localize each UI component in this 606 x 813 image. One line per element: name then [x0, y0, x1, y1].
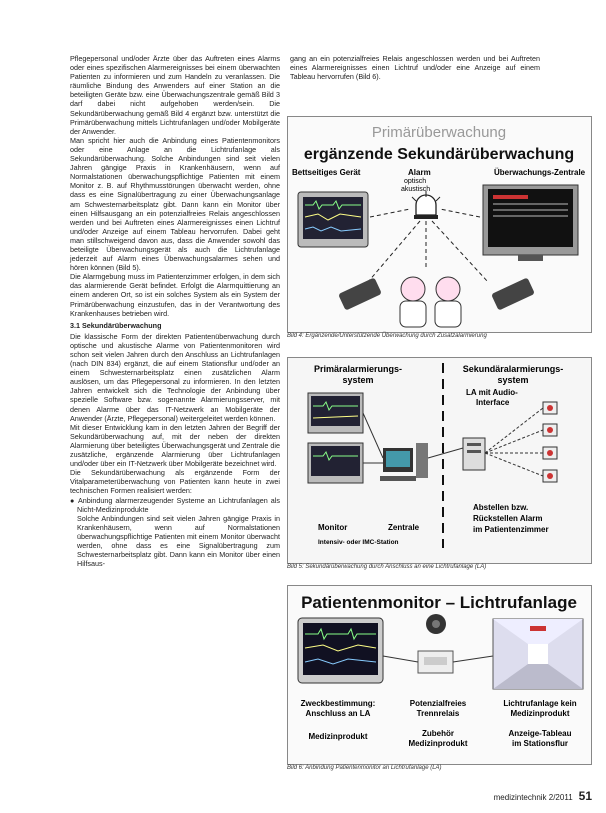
- fig6-title: Patientenmonitor – Lichtrufanlage: [301, 593, 577, 612]
- paragraph: Man spricht hier auch die Anbindung eines Patientenmonitors oder eine Anlage an die Lichtrufanlage als Sekundärüberwachung. Solche Anbindungen sind seit vielen Jahren gängige Praxis in Krankenhäusern, wenn auf Normalstationen überwachungspflichtige Patienten mit einem Monitor z. B. auf Rhythmusstörungen überwacht werden, ohne dass es eine Signalübertragung zu einer Überwachungsanlage am Schwesternarbeitsplatz gibt. Dann kann ein Monitor über einen Hilfsausgang an ein potenzialfreies Relais angeschlossen werden und bei Auftreten eines Alarmereignisses einen Lichtruf und/oder Anzeige auf einem Tableau hervorrufen. Dabei geht man stillschweigend davon aus, dass die Anwender sowohl das beteiligte Überwachungsgerät als auch die Lichtrufanlage jederzeit auf Alarm eines Überwachungsalarmes sehen und hören können (Bild 5).: [70, 135, 280, 273]
- room-signal-icon: [543, 447, 557, 459]
- fig5-head-right: Sekundäralarmierungs-: [462, 364, 564, 374]
- fig4-title-primary: Primärüberwachung: [371, 124, 507, 141]
- fig5-monitor-label: Monitor: [318, 523, 348, 532]
- paragraph: Pflegepersonal und/oder Ärzte über das Auftreten eines Alarms oder eines spezifischen Alarmereignisses bei einem überwachten Patienten zu informieren und zum Handeln zu veranlassen. Die räumliche Bindung des Anwenders auf einer Station an die beteiligten Geräte bzw. eine Überwachungszentrale gemäß Bild 3 darf dabei nicht aufgehoben werden/sein. Die Sekundärüberwachung gemäß Bild 4 ergänzt bzw. unterstützt die Primärüberwachung mittels Lichtrufanlagen und/oder Mobilgeräte der Anwender.: [70, 54, 280, 136]
- fig6-d3b: im Stationsflur: [511, 739, 569, 748]
- central-station-icon: [483, 185, 578, 261]
- room-signal-icon: [543, 402, 557, 414]
- fig5-head-right-2: system: [497, 375, 529, 385]
- fig5-zentrale-label: Zentrale: [388, 523, 420, 532]
- fig5-la-label: LA mit Audio-: [466, 388, 518, 397]
- page-footer: [494, 789, 592, 803]
- relay-box-icon: [418, 651, 453, 673]
- fig4-title-secondary: ergänzende Sekundärüberwachung: [303, 146, 575, 163]
- fig5-head-left: Primäralarmierungs-: [313, 364, 403, 374]
- doctor-icon: [435, 277, 461, 327]
- paragraph: Die klassische Form der direkten Patientenüberwachung durch optische und akustische Alarme von Patientenmonitoren wird schon seit vielen Jahren durch den Anschluss an Lichtrufanlagen (nach DIN 834) ergänzt, die auf einem Stationsflur und/oder an einem Schwesternarbeitsplatz einen zusätzlichen Alarm auslösen, um das Pflegepersonal zu informieren. In den letzten Jahren entwickelt sich die Technologie der Anbindung über spezielle Software bzw. sogenannte Alarmierungsserver, mit denen Alarme über das IT-Netzwerk an Mobilgeräte der Anwender (Ärzte, Pflegepersonal) weitergeleitet werden können.: [70, 331, 280, 423]
- section-heading: 3.1 Sekundärüberwachung: [70, 320, 162, 330]
- paragraph: Die Alarmgebung muss im Patientenzimmer erfolgen, in dem sich das alarmierende Gerät befindet. Erfolgt die Alarmquittierung an einem anderen Ort, so ist ein solches System als ein System der Primärüberwachung einzustufen, das in der Verantwortung des Krankenhauses betrieben wird.: [70, 272, 280, 318]
- room-signal-icon: [543, 424, 557, 436]
- left-text-column: [70, 54, 280, 568]
- fig6-d1: Medizinprodukt: [308, 732, 368, 741]
- fig5-ab-label-3: im Patientenzimmer: [473, 525, 549, 534]
- fig5-ab-label: Abstellen bzw.: [473, 503, 529, 512]
- page-number: 51: [578, 789, 592, 803]
- patient-monitor-icon: [308, 393, 363, 433]
- alarm-light-icon: [412, 191, 440, 219]
- corridor-display-icon: [493, 619, 583, 689]
- fig5-head-left-2: system: [342, 375, 374, 385]
- fig5-la-label-2: Interface: [476, 398, 510, 407]
- right-text-block: [290, 54, 540, 81]
- figure-6: [287, 585, 592, 765]
- figure-4: [287, 116, 592, 333]
- figure-5-caption: Bild 5: Sekundärüberwachung durch Anschluss an eine Lichtrufanlage (LA): [287, 564, 487, 570]
- fig4-label-device: Bettseitiges Gerät: [292, 168, 361, 177]
- paragraph: Die Sekundärüberwachung als ergänzende Form der Vitalparameterüberwachung von Patienten kann heute in zwei technischen Formen realisiert werden:: [70, 468, 280, 496]
- fig6-c2a: Potenzialfreies: [409, 699, 467, 708]
- paragraph: Mit dieser Entwicklung kam in den letzten Jahren der Begriff der Sekundärüberwachung auf, mit der neben der direkten Alarmierung über beteiligtes Überwachungsgerät und Zentrale die zusätzliche, ergänzende Alarmierung über Lichtrufanlagen und/oder über ein IT-Netzwerk über Mobilgeräte bezeichnet wird.: [70, 422, 280, 469]
- fig5-ab-label-2: Rückstellen Alarm: [473, 514, 543, 523]
- fig6-c3b: Medizinprodukt: [510, 709, 570, 718]
- journal-name: medizintechnik 2/2011: [493, 793, 573, 802]
- figure-6-caption: Bild 6: Anbindung Patientenmonitor an Lichtrufanlage (LA): [287, 765, 442, 771]
- pager-icon: [338, 277, 382, 310]
- central-workstation-icon: [380, 443, 428, 481]
- figure-6-graphic: [288, 586, 591, 764]
- figure-4-graphic: [288, 117, 591, 332]
- figure-5: [287, 357, 592, 564]
- nurse-call-unit-icon: [463, 438, 485, 470]
- bullet-item: ● Anbindung alarmerzeugender Systeme an Lichtrufanlagen als Nicht-Medizinprodukte: [70, 495, 280, 514]
- fig6-d2b: Medizinprodukt: [408, 739, 468, 748]
- fig4-label-akustisch: akustisch: [401, 186, 431, 193]
- paragraph: Solche Anbindungen sind seit vielen Jahren gängige Praxis in Krankenhäusern, wenn auf Normalstationen überwachungspflichtige Patienten mit einem Monitor überwacht werden, ohne dass es eine Signalübertragung zum Schwesternarbeitsplatz gibt. Dann kann ein Monitor über einen Hilfsaus-: [77, 513, 280, 569]
- fig6-c1b: Anschluss an LA: [305, 709, 371, 718]
- alarm-bell-icon: [426, 614, 446, 634]
- fig4-label-central: Überwachungs-Zentrale: [494, 168, 586, 177]
- fig6-c1a: Zweckbestimmung:: [300, 699, 376, 708]
- figure-4-caption: Bild 4: Ergänzende/Unterstützende Überwachung durch Zusatzalarmierung: [287, 333, 487, 339]
- pager-icon: [491, 277, 535, 310]
- patient-monitor-icon: [308, 443, 363, 483]
- fig4-label-alarm: Alarm: [408, 168, 431, 177]
- fig6-d3a: Anzeige-Tableau: [508, 729, 572, 738]
- bedside-monitor-icon: [298, 192, 368, 247]
- room-signal-icon: [543, 470, 557, 482]
- patient-monitor-icon: [298, 618, 383, 683]
- fig6-d2a: Zubehör: [422, 729, 454, 738]
- nurse-icon: [400, 277, 426, 327]
- fig6-c3a: Lichtrufanlage kein: [503, 699, 577, 708]
- fig4-label-optisch: optisch: [404, 178, 427, 185]
- paragraph: gang an ein potenzialfreies Relais angeschlossen werden und bei Auftreten eines Alarmereignisses einen Lichtruf und/oder eine Anzeige auf einem Tableau hervorrufen (Bild 6).: [290, 54, 540, 82]
- figure-5-graphic: [288, 358, 591, 563]
- fig5-intensiv-label: Intensiv- oder IMC-Station: [318, 539, 399, 546]
- fig6-c2b: Trennrelais: [416, 709, 460, 718]
